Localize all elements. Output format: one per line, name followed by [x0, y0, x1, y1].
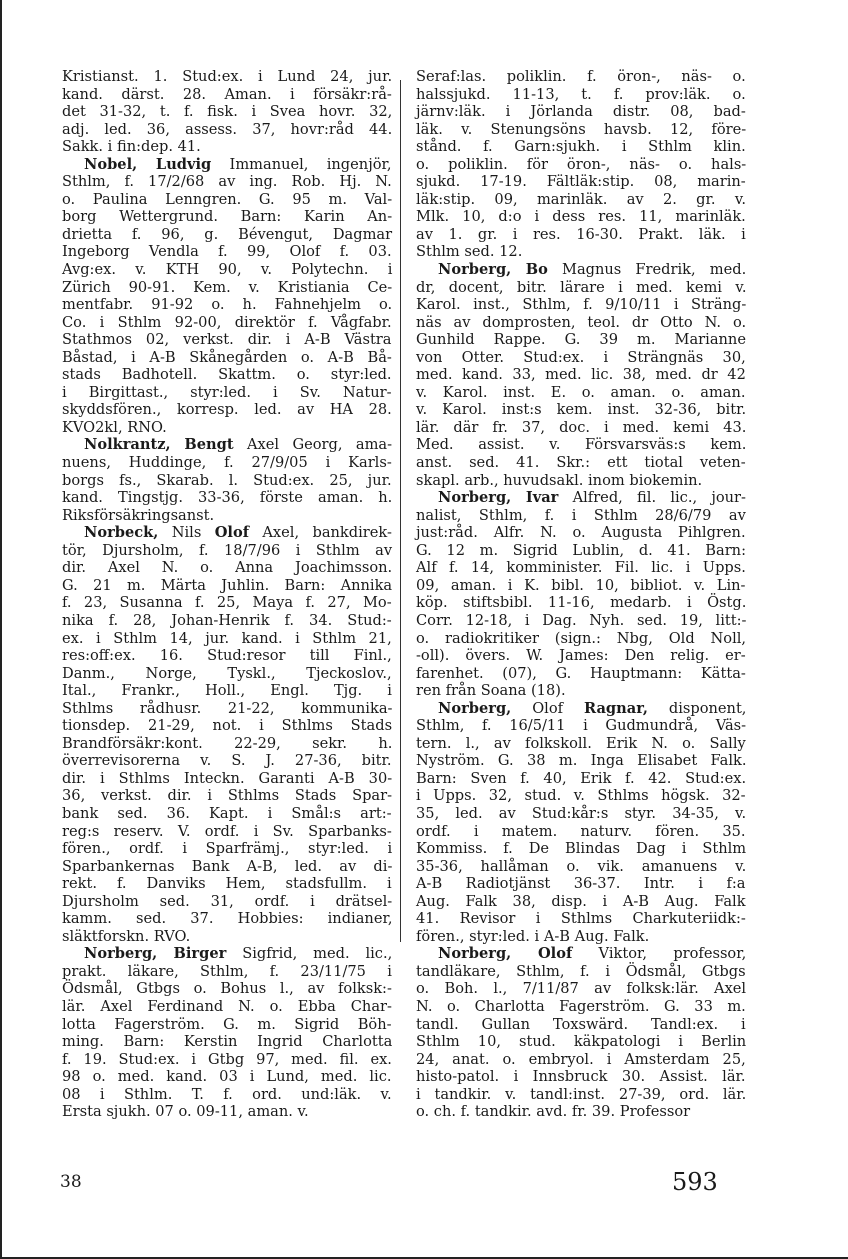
text-line [62, 1068, 392, 1086]
text-line [416, 717, 746, 735]
line-text: Magnus Fredrik, med. [547, 261, 747, 279]
left-text-column [62, 68, 392, 1121]
text-line [416, 314, 746, 332]
text-line [416, 559, 746, 577]
line-text: N. o. Charlotta Fagerström. G. 33 m. [416, 997, 746, 1015]
line-text: o. Boh. l., 7/11/87 av folksk:lär. Axel [416, 980, 747, 998]
text-line [416, 910, 746, 928]
line-text: bank sed. 36. Kapt. i Smål:s art:- [62, 804, 392, 822]
text-line [416, 191, 746, 209]
text-line [62, 472, 392, 490]
text-line [416, 577, 746, 595]
entry-first-line [62, 524, 392, 542]
entry-first-line [62, 436, 392, 454]
line-text: ordf. i matem. naturv. fören. 35. [416, 822, 746, 840]
text-line [416, 1103, 746, 1121]
line-text: 36, verkst. dir. i Sthlms Stads Spar- [62, 787, 393, 805]
text-line [62, 998, 392, 1016]
line-text: ren från Soana (18). [416, 682, 566, 700]
text-line [416, 980, 746, 998]
text-line [416, 612, 746, 630]
text-line [62, 559, 392, 577]
line-text: fören., styr:led. i A-B Aug. Falk. [416, 927, 650, 945]
text-line [416, 507, 746, 525]
text-line [62, 594, 392, 612]
line-text: lär. där fr. 37, doc. i med. kemi 43. [416, 418, 747, 436]
line-text: 35, led. av Stud:kår:s styr. 34-35, v. [416, 804, 747, 822]
line-text: dir. Axel N. o. Anna Joachimsson. [62, 559, 393, 577]
text-line [62, 279, 392, 297]
line-text: Aug. Falk 38, disp. i A-B Aug. Falk [416, 892, 746, 910]
line-text: o. poliklin. för öron-, näs- o. hals- [416, 155, 747, 173]
line-text: läk. v. Stenungsöns havsb. 12, före- [416, 120, 747, 138]
line-text: Axel Georg, ama- [233, 436, 393, 454]
line-text: KVO2kl, RNO. [62, 418, 167, 436]
text-line [416, 524, 746, 542]
line-text: A-B Radiotjänst 36-37. Intr. i f:a [416, 875, 746, 893]
text-line [62, 243, 392, 261]
line-text: Sthlm, f. 17/2/68 av ing. Rob. Hj. N. [62, 173, 392, 191]
text-line [62, 1016, 392, 1034]
line-text: farenhet. (07), G. Hauptmann: Kätta- [416, 664, 746, 682]
line-text: Gunhild Rappe. G. 39 m. Marianne [416, 331, 746, 349]
text-line [62, 840, 392, 858]
line-text: Zürich 90-91. Kem. v. Kristiania Ce- [62, 278, 393, 296]
line-text: ming. Barn: Kerstin Ingrid Charlotta [62, 1033, 393, 1051]
line-text: i Birgittast., styr:led. i Sv. Natur- [62, 383, 392, 401]
text-line [62, 296, 392, 314]
text-line [416, 436, 746, 454]
text-line [416, 243, 746, 261]
line-text: Sigfrid, med. lic., [226, 945, 393, 963]
text-line [62, 121, 392, 139]
line-text: stads Badhotell. Skattm. o. styr:led. [62, 366, 392, 384]
text-line [416, 1033, 746, 1051]
line-text: Ödsmål, Gtbgs o. Bohus l., av folksk:- [62, 980, 392, 998]
entry-first-line [416, 700, 746, 718]
text-line [416, 419, 746, 437]
text-line [416, 665, 746, 683]
text-line [62, 805, 392, 823]
line-text: Corr. 12-18, i Dag. Nyh. sed. 19, litt:- [416, 611, 747, 629]
line-text: Sparbankernas Bank A-B, led. av di- [62, 857, 393, 875]
text-line [62, 366, 392, 384]
text-line [416, 384, 746, 402]
text-line [62, 630, 392, 648]
text-line [416, 1086, 746, 1104]
line-text: med. kand. 33, med. lic. 38, med. dr 42 [416, 366, 746, 384]
line-text: Riksförsäkringsanst. [62, 506, 215, 524]
text-line [62, 1103, 392, 1121]
line-text: Karol. inst., Sthlm, f. 9/10/11 i Sträng- [416, 296, 747, 314]
line-text: 41. Revisor i Sthlms Charkuteriidk:- [416, 910, 746, 928]
text-line [416, 366, 746, 384]
line-text: Kommiss. f. De Blindas Dag i Sthlm [416, 840, 747, 858]
line-text: disponent, [647, 699, 747, 717]
line-text: kamm. sed. 37. Hobbies: indianer, [62, 910, 393, 928]
line-text: Ital., Frankr., Holl., Engl. Tjg. i [62, 682, 392, 700]
entry-name: Norberg, Birger [84, 945, 227, 963]
right-text-column [416, 68, 746, 1121]
text-line [416, 173, 746, 191]
text-line [62, 226, 392, 244]
line-text: 09, aman. i K. bibl. 10, bibliot. v. Lin- [416, 576, 746, 594]
text-line [416, 752, 746, 770]
right-page-number: 593 [672, 1168, 718, 1196]
text-line [416, 770, 746, 788]
text-line [62, 86, 392, 104]
text-line [62, 682, 392, 700]
text-line [62, 419, 392, 437]
text-line [62, 173, 392, 191]
line-text: Kristianst. 1. Stud:ex. i Lund 24, jur. [62, 68, 393, 85]
column-divider [400, 80, 401, 942]
line-text: 35-36, hallåman o. vik. amanuens v. [416, 857, 747, 875]
line-text: -oll). övers. W. James: Den relig. er- [416, 647, 746, 665]
line-text: just:råd. Alfr. N. o. Augusta Pihlgren. [416, 524, 746, 542]
line-text: lotta Fagerström. G. m. Sigrid Böh- [62, 1015, 392, 1033]
line-text: skapl. arb., huvudsakl. inom biokemin. [416, 471, 703, 489]
text-line [416, 138, 746, 156]
text-line [62, 208, 392, 226]
line-text: i tandkir. v. tandl:inst. 27-39, ord. lär. [416, 1085, 747, 1103]
entry-name: Norberg, Bo [438, 261, 548, 279]
text-line [62, 665, 392, 683]
line-text: adj. led. 36, assess. 37, hovr:råd 44. [62, 120, 393, 138]
entry-name: Norberg, Olof [438, 945, 573, 963]
text-line [416, 121, 746, 139]
text-line [416, 103, 746, 121]
text-line [62, 103, 392, 121]
line-text: nuens, Huddinge, f. 27/9/05 i Karls- [62, 454, 392, 472]
line-text: i Upps. 32, stud. v. Sthlms högsk. 32- [416, 787, 746, 805]
text-line [416, 208, 746, 226]
entry-first-line [416, 261, 746, 279]
text-line [62, 823, 392, 841]
text-line [416, 68, 746, 86]
text-line [416, 823, 746, 841]
text-line [416, 1051, 746, 1069]
line-text: dir. i Sthlms Inteckn. Garanti A-B 30- [62, 769, 393, 787]
text-line [62, 331, 392, 349]
text-line [416, 840, 746, 858]
text-line [62, 752, 392, 770]
entry-first-line [62, 156, 392, 174]
line-text: Sakk. i fin:dep. 41. [62, 138, 201, 156]
line-text: Sthlm, f. 16/5/11 i Gudmundrå, Väs- [416, 717, 747, 735]
line-text: Nils [158, 524, 215, 542]
text-line [62, 963, 392, 981]
text-line [62, 401, 392, 419]
line-text: stånd. f. Garn:sjukh. i Sthlm klin. [416, 138, 746, 156]
line-text: Avg:ex. v. KTH 90, v. Polytechn. i [62, 261, 393, 279]
entry-name: Nolkrantz, Bengt [84, 436, 234, 454]
line-text: 24, anat. o. embryol. i Amsterdam 25, [416, 1050, 746, 1068]
text-line [62, 384, 392, 402]
entry-first-line [416, 945, 746, 963]
line-text: borg Wettergrund. Barn: Karin An- [62, 208, 393, 226]
text-line [62, 191, 392, 209]
line-text: kand. Tingstjg. 33-36, förste aman. h. [62, 489, 393, 507]
entry-name: Ragnar, [584, 699, 648, 717]
line-text: Sthlm 10, stud. käkpatologi i Berlin [416, 1033, 747, 1051]
entry-name: Olof [214, 524, 249, 542]
text-line [416, 787, 746, 805]
line-text: tandl. Gullan Toxswärd. Tandl:ex. i [416, 1015, 746, 1033]
text-line [416, 279, 746, 297]
entry-name: Nobel, Ludvig [84, 155, 212, 173]
line-text: dr, docent, bitr. lärare i med. kemi v. [416, 278, 747, 296]
line-text: överrevisorerna v. S. J. 27-36, bitr. [62, 752, 392, 770]
line-text: von Otter. Stud:ex. i Strängnäs 30, [416, 348, 746, 366]
line-text: mentfabr. 91-92 o. h. Fahnehjelm o. [62, 296, 393, 314]
line-text: f. 19. Stud:ex. i Gtbg 97, med. fil. ex. [62, 1050, 392, 1068]
line-text: 08 i Sthlm. T. f. ord. und:läk. v. [62, 1085, 392, 1103]
text-line [416, 454, 746, 472]
line-text: Immanuel, ingenjör, [211, 155, 392, 173]
line-text: nika f. 28, Johan-Henrik f. 34. Stud:- [62, 611, 392, 629]
text-line [416, 928, 746, 946]
line-text: järnv:läk. i Jörlanda distr. 08, bad- [416, 103, 746, 121]
line-text: tör, Djursholm, f. 18/7/96 i Sthlm av [62, 541, 393, 559]
line-text: Mlk. 10, d:o i dess res. 11, marinläk. [416, 208, 746, 226]
text-line [62, 647, 392, 665]
line-text: halssjukd. 11-13, t. f. prov:läk. o. [416, 85, 746, 103]
text-line [416, 472, 746, 490]
line-text: Ingeborg Vendla f. 99, Olof f. 03. [62, 243, 392, 261]
text-line [62, 875, 392, 893]
line-text: tern. l., av folkskoll. Erik N. o. Sally [416, 734, 746, 752]
text-line [62, 138, 392, 156]
line-text: Djursholm sed. 31, ordf. i drätsel- [62, 892, 393, 910]
line-text: Seraf:las. poliklin. f. öron-, näs- o. [416, 68, 746, 85]
text-line [62, 910, 392, 928]
line-text: läk:stip. 09, marinläk. av 2. gr. v. [416, 190, 746, 208]
text-line [62, 577, 392, 595]
line-text: rekt. f. Danviks Hem, stadsfullm. i [62, 875, 392, 893]
line-text: drietta f. 96, g. Bévengut, Dagmar [62, 225, 393, 243]
line-text: res:off:ex. 16. Stud:resor till Finl., [62, 647, 392, 665]
text-line [416, 963, 746, 981]
line-text: o. ch. f. tandkir. avd. fr. 39. Professor [416, 1103, 691, 1121]
line-text: prakt. läkare, Sthlm, f. 23/11/75 i [62, 962, 392, 980]
line-text: 98 o. med. kand. 03 i Lund, med. lic. [62, 1068, 392, 1086]
line-text: v. Karol. inst:s kem. inst. 32-36, bitr. [416, 401, 747, 419]
line-text: reg:s reserv. V. ordf. i Sv. Sparbanks- [62, 822, 392, 840]
line-text: Alf f. 14, komminister. Fil. lic. i Upps. [416, 559, 746, 577]
line-text: Nyström. G. 38 m. Inga Elisabet Falk. [416, 752, 747, 770]
text-line [62, 770, 392, 788]
line-text: Båstad, i A-B Skånegården o. A-B Bå- [62, 348, 392, 366]
line-text: Axel, bankdirek- [249, 524, 392, 542]
line-text: Viktor, professor, [572, 945, 747, 963]
line-text: Sthlm sed. 12. [416, 243, 523, 261]
line-text: G. 21 m. Märta Juhlin. Barn: Annika [62, 576, 393, 594]
line-text: Med. assist. v. Försvarsväs:s kem. [416, 436, 747, 454]
entry-name: Norbeck, [84, 524, 159, 542]
text-line [62, 700, 392, 718]
entry-first-line [416, 489, 746, 507]
line-text: det 31-32, t. f. fisk. i Svea hovr. 32, [62, 103, 393, 121]
line-text: o. Paulina Lenngren. G. 95 m. Val- [62, 190, 393, 208]
text-line [62, 893, 392, 911]
text-line [416, 226, 746, 244]
text-line [416, 735, 746, 753]
line-text: o. radiokritiker (sign.: Nbg, Old Noll, [416, 629, 747, 647]
text-line [62, 68, 392, 86]
text-line [416, 296, 746, 314]
text-line [416, 998, 746, 1016]
line-text: av 1. gr. i res. 16-30. Prakt. läk. i [416, 225, 746, 243]
text-line [416, 331, 746, 349]
line-text: Alfred, fil. lic., jour- [558, 489, 746, 507]
text-line [416, 893, 746, 911]
text-line [416, 542, 746, 560]
line-text: Barn: Sven f. 40, Erik f. 42. Stud:ex. [416, 769, 747, 787]
text-line [62, 858, 392, 876]
text-line [62, 612, 392, 630]
text-line [416, 682, 746, 700]
line-text: Olof [511, 699, 584, 717]
line-text: Ersta sjukh. 07 o. 09-11, aman. v. [62, 1103, 309, 1121]
text-line [416, 875, 746, 893]
line-text: lär. Axel Ferdinand N. o. Ebba Char- [62, 997, 392, 1015]
text-line [62, 717, 392, 735]
line-text: ex. i Sthlm 14, jur. kand. i Sthlm 21, [62, 629, 392, 647]
line-text: fören., ordf. i Sparfrämj., styr:led. i [62, 840, 393, 858]
line-text: släktforskn. RVO. [62, 927, 191, 945]
text-line [416, 594, 746, 612]
line-text: skyddsfören., korresp. led. av HA 28. [62, 401, 392, 419]
text-line [416, 401, 746, 419]
line-text: Co. i Sthlm 92-00, direktör f. Vågfabr. [62, 313, 392, 331]
text-line [62, 261, 392, 279]
line-text: köp. stiftsbibl. 11-16, medarb. i Östg. [416, 594, 747, 612]
line-text: G. 12 m. Sigrid Lublin, d. 41. Barn: [416, 541, 747, 559]
text-line [62, 928, 392, 946]
text-line [416, 86, 746, 104]
text-line [62, 1086, 392, 1104]
text-line [416, 349, 746, 367]
line-text: näs av domprosten, teol. dr Otto N. o. [416, 313, 747, 331]
text-line [416, 647, 746, 665]
line-text: borgs fs., Skarab. l. Stud:ex. 25, jur. [62, 471, 392, 489]
text-line [62, 349, 392, 367]
entry-name: Norberg, [438, 699, 512, 717]
left-page-number: 38 [60, 1172, 82, 1192]
line-text: Danm., Norge, Tyskl., Tjeckoslov., [62, 664, 392, 682]
text-line [416, 156, 746, 174]
line-text: f. 23, Susanna f. 25, Maya f. 27, Mo- [62, 594, 392, 612]
text-line [416, 1068, 746, 1086]
text-line [62, 787, 392, 805]
text-line [62, 1051, 392, 1069]
text-line [416, 630, 746, 648]
line-text: anst. sed. 41. Skr.: ett tiotal veten- [416, 454, 746, 472]
text-line [62, 1033, 392, 1051]
text-line [62, 454, 392, 472]
line-text: tandläkare, Sthlm, f. i Ödsmål, Gtbgs [416, 962, 746, 980]
text-line [62, 507, 392, 525]
text-line [416, 858, 746, 876]
text-line [62, 542, 392, 560]
line-text: v. Karol. inst. E. o. aman. o. aman. [416, 383, 746, 401]
entry-first-line [62, 945, 392, 963]
text-line [416, 1016, 746, 1034]
line-text: Sthlms rådhusr. 21-22, kommunika- [62, 699, 393, 717]
text-line [62, 980, 392, 998]
line-text: sjukd. 17-19. Fältläk:stip. 08, marin- [416, 173, 746, 191]
text-line [62, 735, 392, 753]
line-text: kand. därst. 28. Aman. i försäkr:rå- [62, 85, 392, 103]
entry-name: Norberg, Ivar [438, 489, 559, 507]
line-text: tionsdep. 21-29, not. i Sthlms Stads [62, 717, 393, 735]
line-text: Stathmos 02, verkst. dir. i A-B Västra [62, 331, 392, 349]
text-line [416, 805, 746, 823]
text-line [62, 489, 392, 507]
line-text: nalist, Sthlm, f. i Sthlm 28/6/79 av [416, 506, 746, 524]
text-line [62, 314, 392, 332]
line-text: histo-patol. i Innsbruck 30. Assist. lär. [416, 1068, 746, 1086]
line-text: Brandförsäkr:kont. 22-29, sekr. h. [62, 734, 393, 752]
